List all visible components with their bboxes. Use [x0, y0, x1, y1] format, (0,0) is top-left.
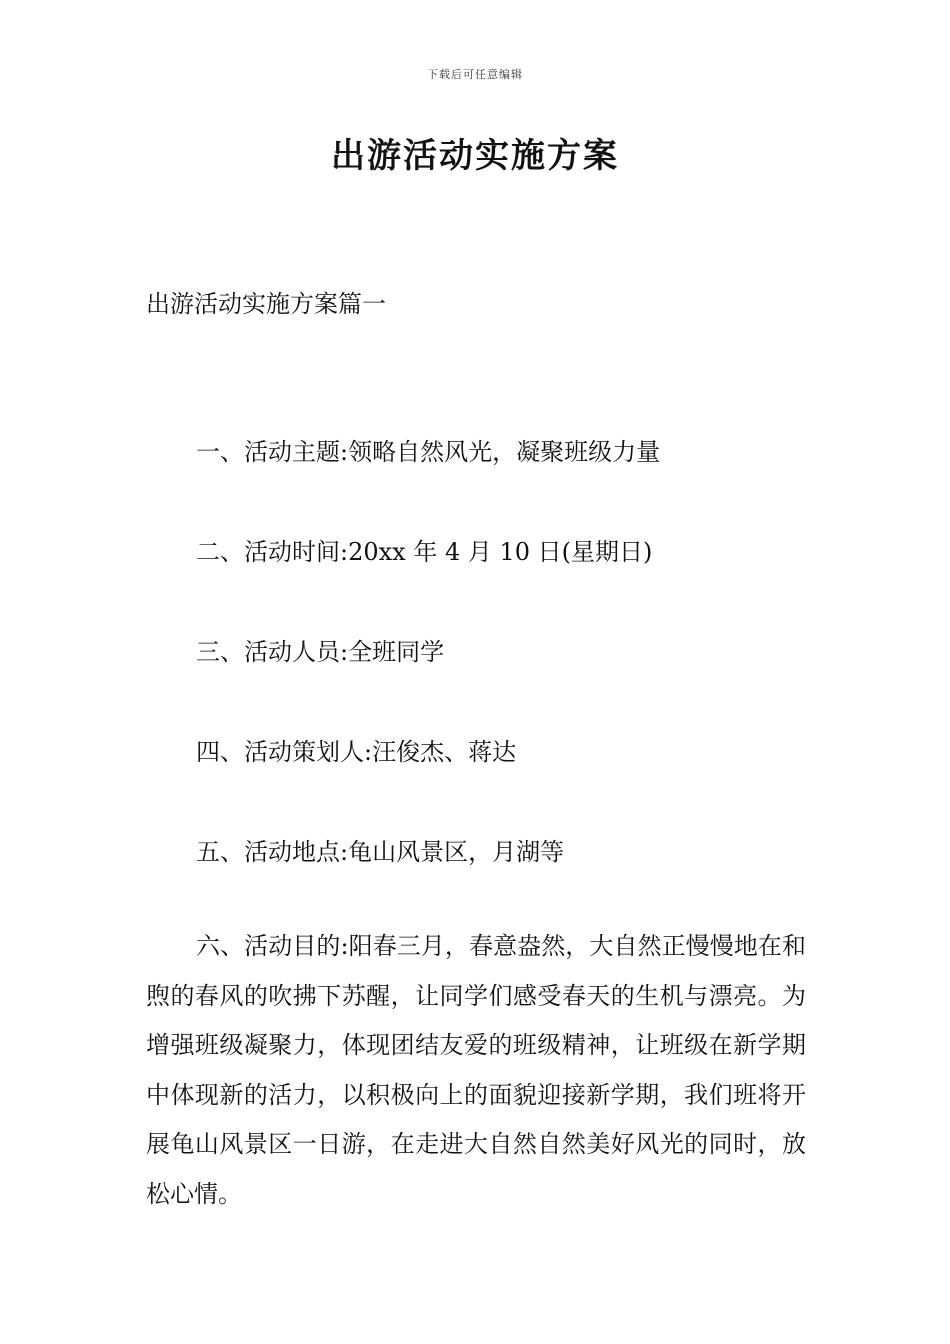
document-title: 出游活动实施方案	[331, 136, 619, 176]
header-note: 下载后可任意编辑	[427, 68, 523, 81]
activity-location-item: 五、活动地点:龟山风景区，月湖等	[196, 838, 565, 866]
activity-time-item: 二、活动时间:20xx 年 4 月 10 日(星期日)	[196, 538, 653, 566]
activity-theme-item: 一、活动主题:领略自然风光，凝聚班级力量	[196, 438, 661, 466]
activity-participants-item: 三、活动人员:全班同学	[196, 638, 445, 666]
activity-planner-item: 四、活动策划人:汪俊杰、蒋达	[196, 738, 517, 766]
activity-purpose-paragraph: 六、活动目的:阳春三月，春意盎然，大自然正慢慢地在和煦的春风的吹拂下苏醒，让同学们感受春天的生机与漂亮。为增强班级凝聚力，体现团结友爱的班级精神，让班级在新学期中体现新的活力，以积极向上的面貌迎接新学期，我们班将开展龟山风景区一日游，在走进大自然自然美好风光的同时，放松心情。	[146, 932, 806, 1208]
section-heading: 出游活动实施方案篇一	[146, 290, 386, 318]
